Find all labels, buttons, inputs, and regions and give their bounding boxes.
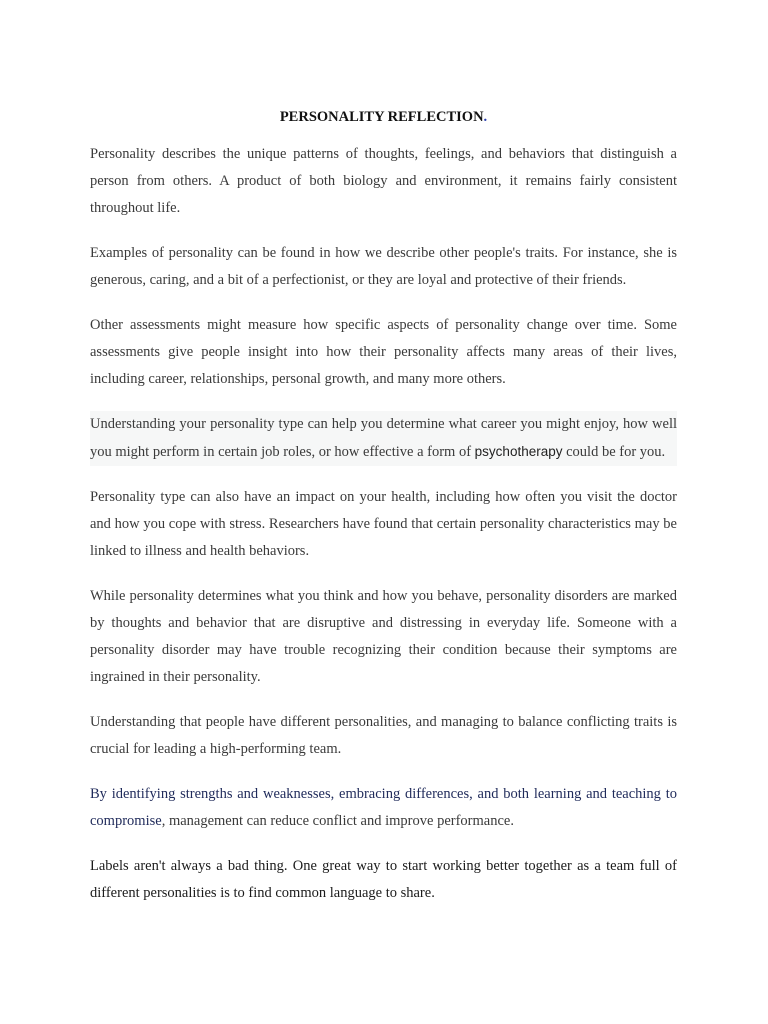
paragraph-career-before: Understanding your personality type can help you determine what career you might enjoy, how well you might perform in certain job roles, or how effective a form of (90, 416, 677, 460)
paragraph-definition: Personality describes the unique patterns of thoughts, feelings, and behaviors that distinguish a person from others. A product of both biology and environment, it remains fairly consistent throughout life. (90, 146, 677, 216)
psychotherapy-link[interactable]: psychotherapy (474, 444, 563, 459)
paragraph-disorders: While personality determines what you think and how you behave, personality disorders are marked by thoughts and behavior that are disruptive and distressing in everyday life. Someone with a personality disorder may have trouble recognizing their condition because their symptoms are ingrained in their personality. (90, 588, 677, 685)
page-title (90, 106, 677, 128)
paragraph-management-highlight: By identifying strengths and weaknesses, embracing differences, and both learning and teaching to compromise (90, 786, 677, 829)
paragraph-career-after: could be for you. (562, 444, 666, 460)
paragraph-career (90, 411, 677, 466)
paragraph-labels: Labels aren't always a bad thing. One great way to start working better together as a team full of different personalities is to find common language to share. (90, 858, 677, 901)
page-title-text: PERSONALITY REFLECTION (279, 109, 484, 125)
paragraph-team: Understanding that people have different personalities, and managing to balance conflicting traits is crucial for leading a high-performing team. (90, 714, 677, 757)
paragraph-assessments: Other assessments might measure how specific aspects of personality change over time. Some assessments give people insight into how their personality affects many areas of their lives, including career, relationships, personal growth, and many more others. (90, 317, 677, 387)
paragraph-management-after: , management can reduce conflict and improve performance. (161, 813, 514, 829)
document-page (90, 106, 677, 925)
page-title-dot: . (483, 109, 488, 125)
paragraph-examples: Examples of personality can be found in how we describe other people's traits. For instance, she is generous, caring, and a bit of a perfectionist, or they are loyal and protective of their friends. (90, 245, 677, 288)
paragraph-management (90, 781, 677, 835)
paragraph-health: Personality type can also have an impact on your health, including how often you visit the doctor and how you cope with stress. Researchers have found that certain personality characteristics may be linked to illness and health behaviors. (90, 489, 677, 559)
